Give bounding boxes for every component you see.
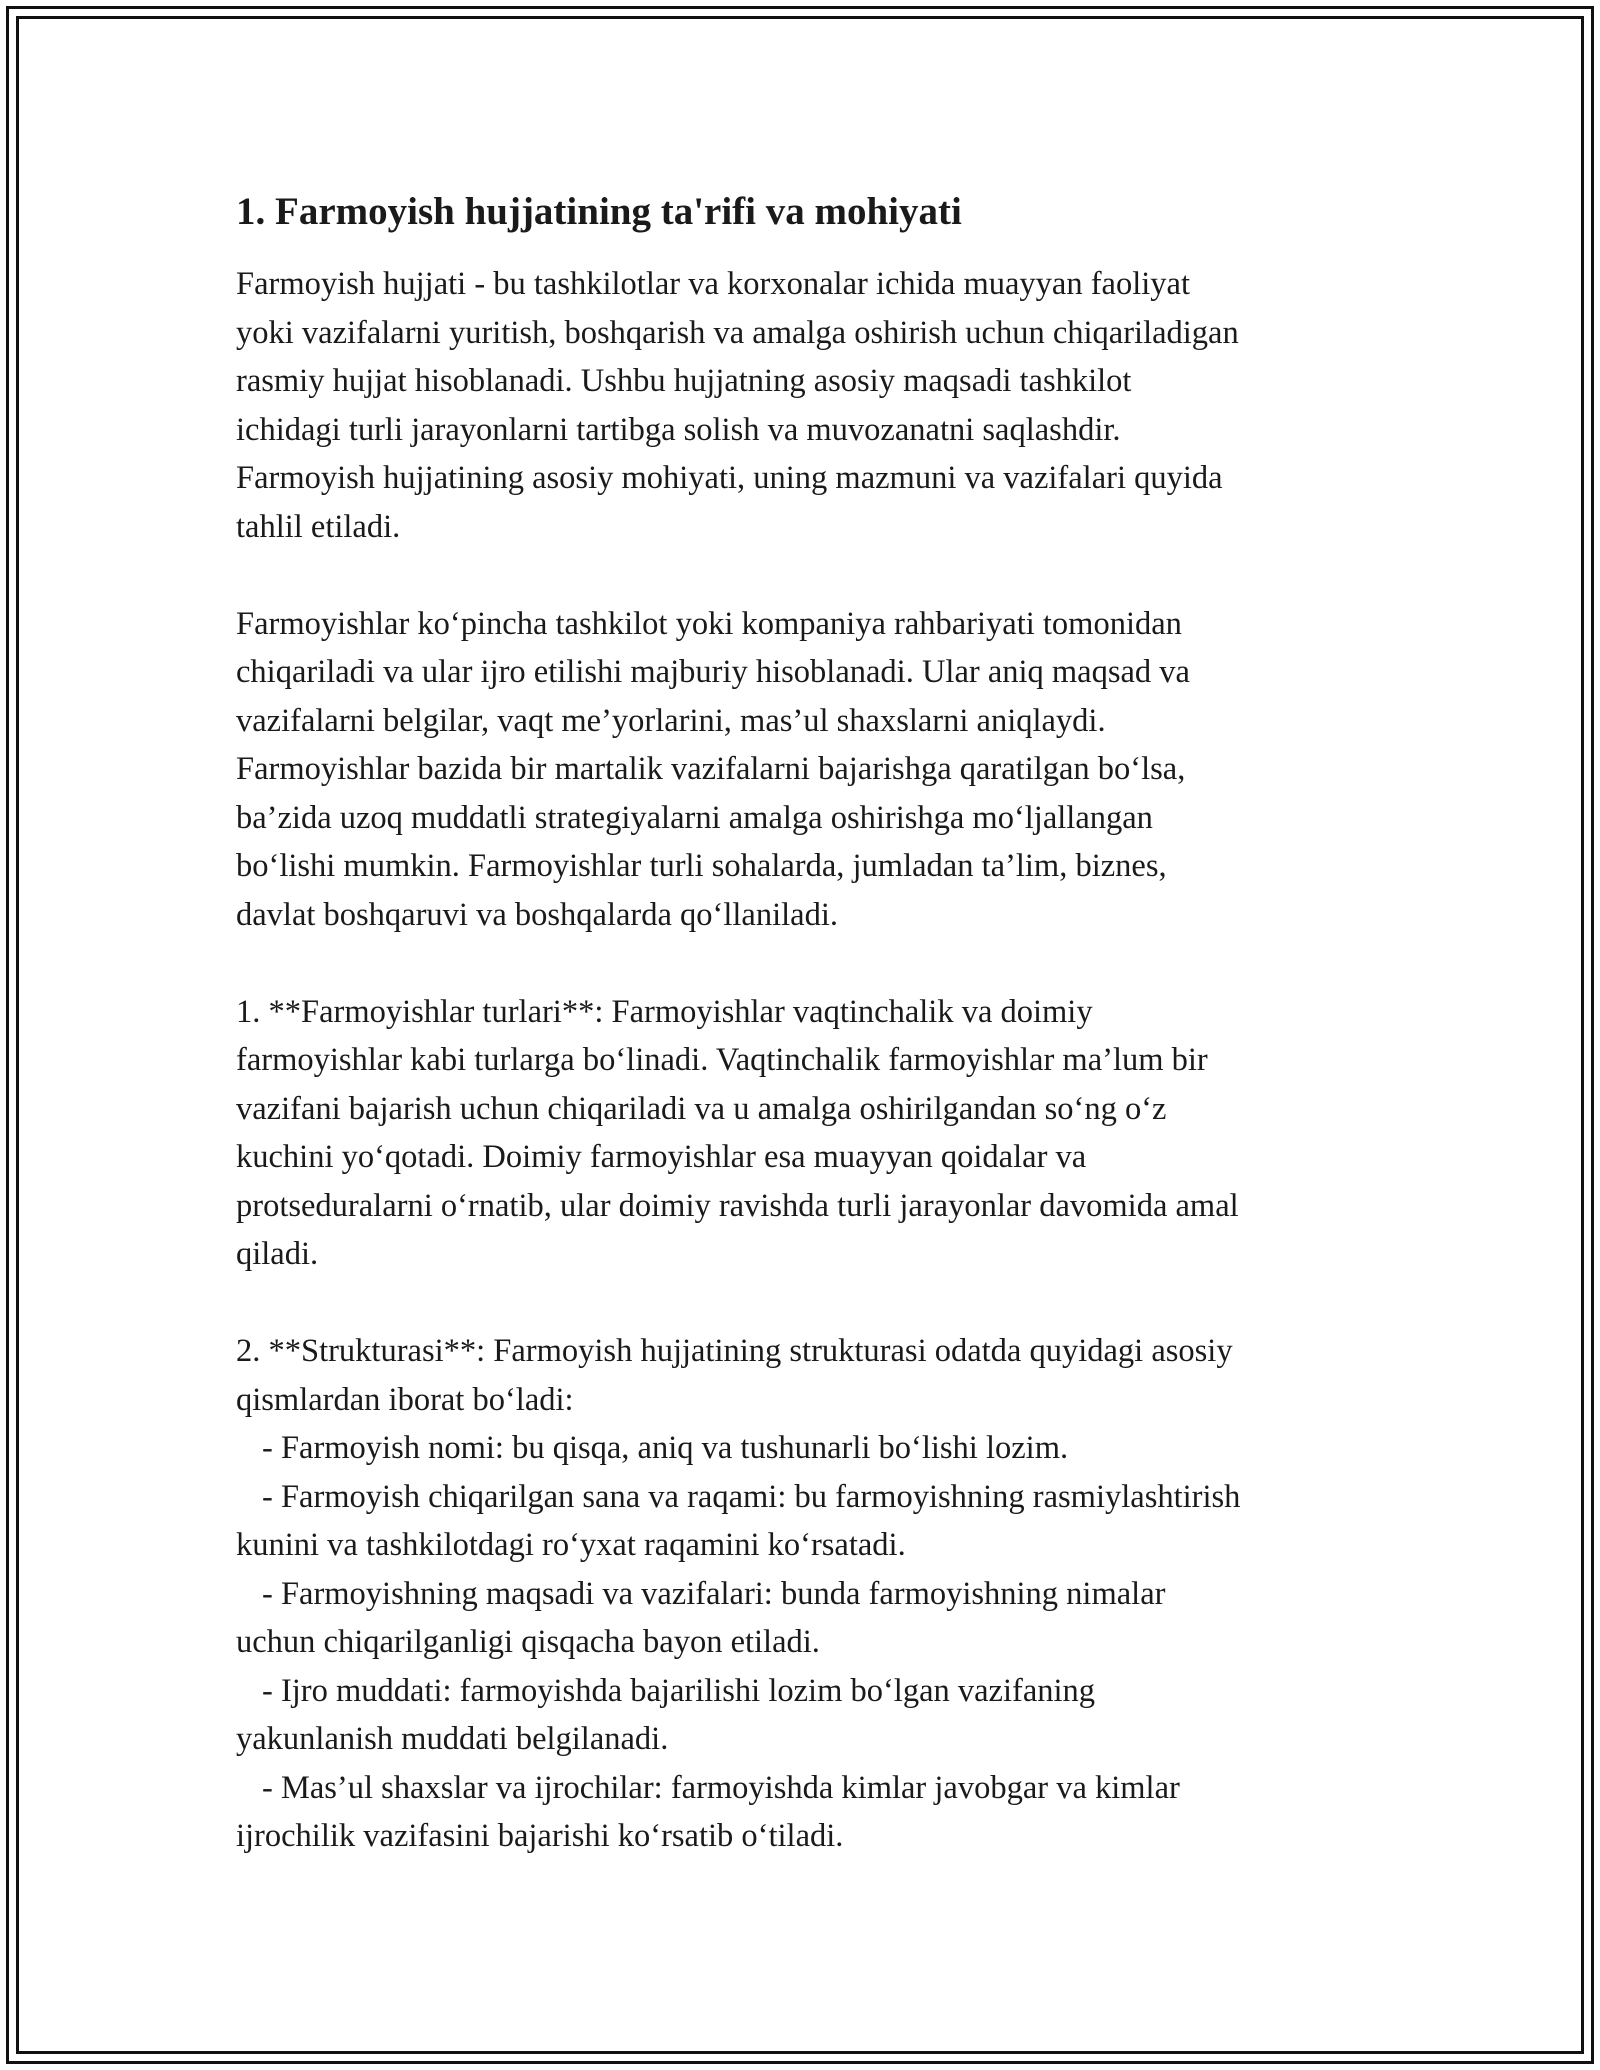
text-line: rasmiy hujjat hisoblanadi. Ushbu hujjatning asosiy maqsadi tashkilot: [236, 363, 1132, 399]
text-line: qismlardan iborat bo‘ladi:: [236, 1381, 574, 1418]
paragraph-structure: [236, 1327, 1386, 1861]
text-line: tahlil etiladi.: [236, 508, 401, 545]
list-item-line: - Farmoyish nomi: bu qisqa, aniq va tushunarli bo‘lishi lozim.: [262, 1430, 1069, 1466]
text-line: Farmoyishlar bazida bir martalik vazifalarni bajarishga qaratilgan bo‘lsa,: [236, 751, 1186, 787]
text-line: ba’zida uzoq muddatli strategiyalarni amalga oshirishga mo‘ljallangan: [236, 799, 1153, 836]
text-line: chiqariladi va ular ijro etilishi majburiy hisoblanadi. Ular aniq maqsad va: [236, 654, 1190, 690]
paragraph-definition: [236, 260, 1386, 551]
text-line: qiladi.: [236, 1236, 319, 1272]
text-line: Farmoyishlar ko‘pincha tashkilot yoki kompaniya rahbariyati tomonidan: [236, 605, 1182, 642]
paragraph-types: [236, 988, 1386, 1279]
text-line: farmoyishlar kabi turlarga bo‘linadi. Vaqtinchalik farmoyishlar ma’lum bir: [236, 1042, 1208, 1078]
text-line: vazifani bajarish uchun chiqariladi va u amalga oshirilgandan so‘ng o‘z: [236, 1090, 1167, 1127]
text-line: vazifalarni belgilar, vaqt me’yorlarini, mas’ul shaxslarni aniqlaydi.: [236, 702, 1106, 739]
paragraph-usage: [236, 600, 1386, 940]
section-heading: 1. Farmoyish hujjatining ta'rifi va mohiyati: [236, 190, 962, 233]
list-item-line: - Farmoyishning maqsadi va vazifalari: bunda farmoyishning nimalar: [262, 1575, 1166, 1612]
text-line: uchun chiqarilganligi qisqacha bayon etiladi.: [236, 1624, 820, 1660]
text-line: bo‘lishi mumkin. Farmoyishlar turli sohalarda, jumladan ta’lim, biznes,: [236, 848, 1167, 884]
list-item-line: - Farmoyish chiqarilgan sana va raqami: bu farmoyishning rasmiylashtirish: [262, 1478, 1241, 1515]
text-line: yakunlanish muddati belgilanadi.: [236, 1721, 669, 1757]
text-line: ijrochilik vazifasini bajarishi ko‘rsatib o‘tiladi.: [236, 1818, 844, 1854]
document-body: [236, 184, 1386, 1909]
text-line: kunini va tashkilotdagi ro‘yxat raqamini ko‘rsatadi.: [236, 1527, 906, 1563]
text-line: 2. **Strukturasi**: Farmoyish hujjatining strukturasi odatda quyidagi asosiy: [236, 1333, 1233, 1369]
text-line: Farmoyish hujjati - bu tashkilotlar va korxonalar ichida muayyan faoliyat: [236, 266, 1190, 302]
text-line: 1. **Farmoyishlar turlari**: Farmoyishlar vaqtinchalik va doimiy: [236, 993, 1093, 1030]
text-line: kuchini yo‘qotadi. Doimiy farmoyishlar esa muayyan qoidalar va: [236, 1139, 1087, 1175]
text-line: ichidagi turli jarayonlarni tartibga solish va muvozanatni saqlashdir.: [236, 411, 1121, 448]
text-line: yoki vazifalarni yuritish, boshqarish va amalga oshirish uchun chiqariladigan: [236, 314, 1239, 351]
text-line: protseduralarni o‘rnatib, ular doimiy ravishda turli jarayonlar davomida amal: [236, 1187, 1239, 1224]
list-item-line: - Mas’ul shaxslar va ijrochilar: farmoyishda kimlar javobgar va kimlar: [262, 1769, 1180, 1806]
list-item-line: - Ijro muddati: farmoyishda bajarilishi lozim bo‘lgan vazifaning: [262, 1672, 1096, 1709]
text-line: Farmoyish hujjatining asosiy mohiyati, uning mazmuni va vazifalari quyida: [236, 460, 1223, 496]
text-line: davlat boshqaruvi va boshqalarda qo‘llaniladi.: [236, 896, 838, 933]
